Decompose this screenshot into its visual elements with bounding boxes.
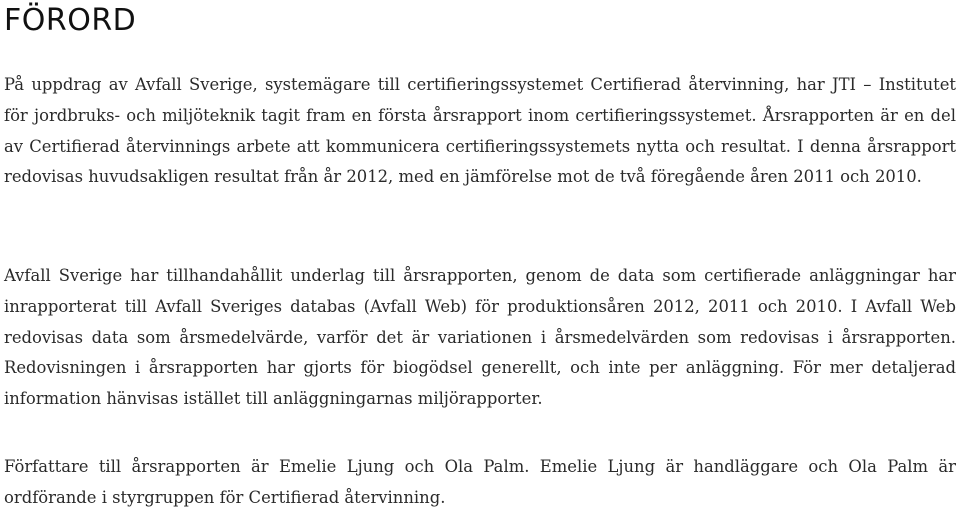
page-title: FÖRORD [4,3,137,38]
paragraph-intro: På uppdrag av Avfall Sverige, systemägare till certifieringssystemet Certifierad återvinning, har JTI – Institutet för jordbruks- och miljöteknik tagit fram en första årsrapport inom certifieringssystemet. Årsrapporten är en del av Certifierad återvinnings arbete att kommunicera certifieringssystemets nytta och resultat. I denna årsrapport redovisas huvudsakligen resultat från år 2012, med en jämförelse mot de två föregående åren 2011 och 2010. [4,75,956,187]
paragraph-data-source: Avfall Sverige har tillhandahållit underlag till årsrapporten, genom de data som certifierade anläggningar har inrapporterat till Avfall Sveriges databas (Avfall Web) för produktionsåren 2012, 2011 och 2010. I Avfall Web redovisas data som årsmedelvärde, varför det är variationen i årsmedelvärden som redovisas i årsrapporten. Redovisningen i årsrapporten har gjorts för biogödsel generellt, och inte per anläggning. För mer detaljerad information hänvisas istället till anläggningarnas miljörapporter. [4,266,956,409]
paragraph-authors: Författare till årsrapporten är Emelie Ljung och Ola Palm. Emelie Ljung är handläggare och Ola Palm är ordförande i styrgruppen för Certifierad återvinning. [4,457,956,507]
